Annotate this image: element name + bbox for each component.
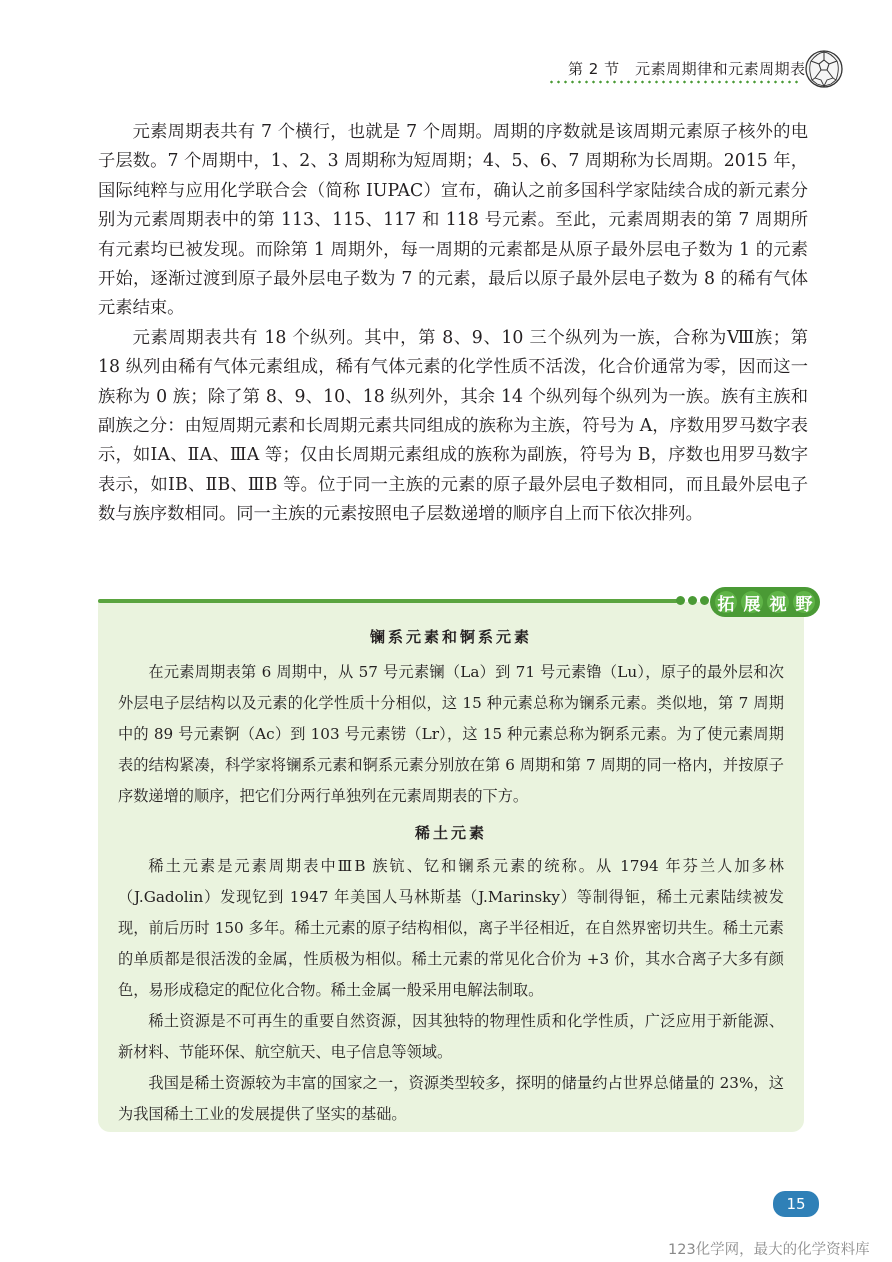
badge-char: 拓: [715, 591, 737, 613]
fullerene-ball-icon: [804, 49, 844, 89]
banner-dot: [676, 596, 685, 605]
watermark-text: 123化学网，最大的化学资料库: [668, 1242, 870, 1258]
main-body-text: [98, 118, 808, 530]
header-dotted-line: [548, 80, 798, 84]
badge-char: 野: [793, 591, 815, 613]
sidebar-paragraph-rare-earth: 稀土元素是元素周期表中ⅢB 族钪、钇和镧系元素的统称。从 1794 年芬兰人加多林（J.Gadolin）发现钇到 1947 年美国人马林斯基（J.Marinsky）等制得钷，稀土元素陆续被发现，前后历时 150 多年。稀土元素的原子结构相似，离子半径相近，在自然界密切共生。稀土元素的单质都是很活泼的金属，性质极为相似。稀土元素的常见化合价为 +3 价，其水合离子大多有颜色，易形成稳定的配位化合物。稀土金属一般采用电解法制取。: [118, 857, 784, 999]
extension-sidebar-box: [98, 602, 804, 1132]
badge-char: 视: [767, 591, 789, 613]
sidebar-heading-rare-earth: 稀土元素: [414, 824, 487, 842]
badge-char: 展: [741, 591, 763, 613]
sidebar-paragraph-lanthanides: 在元素周期表第 6 周期中，从 57 号元素镧（La）到 71 号元素镥（Lu），原子的最外层和次外层电子层结构以及元素的化学性质十分相似，这 15 种元素总称为镧系元素。类似地，第 7 周期中的 89 号元素锕（Ac）到 103 号元素铹（Lr），这 15 种元素总称为锕系元素。为了使元素周期表的结构紧凑，科学家将镧系元素和锕系元素分别放在第 6 周期和第 7 周期的同一格内，并按原子序数递增的顺序，把它们分两行单独列在元素周期表的下方。: [118, 663, 784, 805]
section-title: 元素周期律和元素周期表: [635, 60, 806, 78]
sidebar-heading-lanthanides: 镧系元素和锕系元素: [369, 628, 532, 646]
sidebar-paragraph-china: 我国是稀土资源较为丰富的国家之一，资源类型较多，探明的储量约占世界总储量的 23%，这为我国稀土工业的发展提供了坚实的基础。: [118, 1074, 784, 1123]
extension-badge: [710, 587, 820, 617]
banner-line: [98, 599, 678, 603]
running-header: [548, 56, 806, 82]
banner-dot: [700, 596, 709, 605]
page-number: 15: [773, 1191, 819, 1217]
body-paragraph-groups: 元素周期表共有 18 个纵列。其中，第 8、9、10 三个纵列为一族，合称为Ⅷ族；第 18 纵列由稀有气体元素组成，稀有气体元素的化学性质不活泼，化合价通常为零，因而这一族称为 0 族；除了第 8、9、10、18 纵列外，其余 14 个纵列每个纵列为一族。族有主族和副族之分：由短周期元素和长周期元素共同组成的族称为主族，符号为 A，序数用罗马数字表示，如ⅠA、ⅡA、ⅢA 等；仅由长周期元素组成的族称为副族，符号为 B，序数也用罗马数字表示，如ⅠB、ⅡB、ⅢB 等。位于同一主族的元素的原子最外层电子数相同，而且最外层电子数与族序数相同。同一主族的元素按照电子层数递增的顺序自上而下依次排列。: [98, 327, 808, 525]
section-label: 第 2 节: [568, 60, 620, 78]
sidebar-paragraph-resources: 稀土资源是不可再生的重要自然资源，因其独特的物理性质和化学性质，广泛应用于新能源、新材料、节能环保、航空航天、电子信息等领域。: [118, 1012, 784, 1061]
body-paragraph-periods: 元素周期表共有 7 个横行，也就是 7 个周期。周期的序数就是该周期元素原子核外的电子层数。7 个周期中，1、2、3 周期称为短周期；4、5、6、7 周期称为长周期。2015 年，国际纯粹与应用化学联合会（简称 IUPAC）宣布，确认之前多国科学家陆续合成的新元素分别为元素周期表中的第 113、115、117 和 118 号元素。至此，元素周期表的第 7 周期所有元素均已被发现。而除第 1 周期外，每一周期的元素都是从原子最外层电子数为 1 的元素开始，逐渐过渡到原子最外层电子数为 7 的元素，最后以原子最外层电子数为 8 的稀有气体元素结束。: [98, 122, 808, 319]
running-header-text: [568, 58, 806, 79]
banner-dot: [688, 596, 697, 605]
